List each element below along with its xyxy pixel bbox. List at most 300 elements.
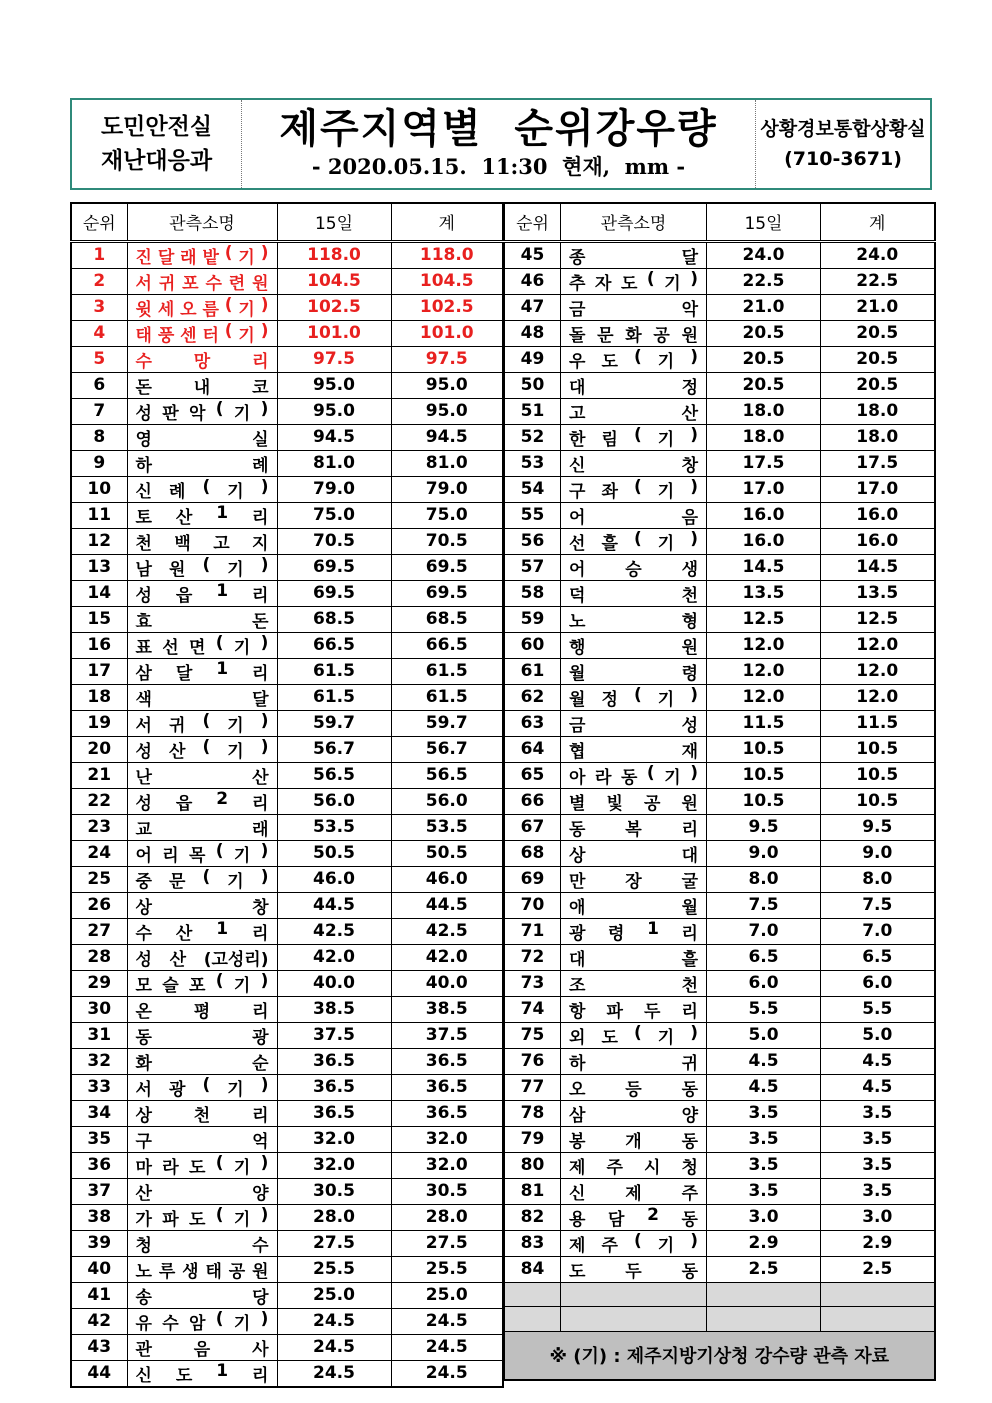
rank-cell: 50	[505, 372, 561, 398]
station-name: 성 읍 1 리	[135, 580, 269, 606]
rank-cell: 41	[71, 1282, 127, 1308]
table-row	[505, 1126, 935, 1152]
rank-cell: 7	[71, 398, 127, 424]
day-rainfall-cell: 3.5	[707, 1152, 821, 1178]
station-name: 덕 천	[569, 585, 698, 606]
table-row	[71, 1230, 503, 1256]
station-name-cell	[561, 606, 707, 632]
day-rainfall-cell: 3.5	[707, 1100, 821, 1126]
total-rainfall-cell: 42.0	[391, 944, 503, 970]
rank-cell: 51	[505, 398, 561, 424]
station-name-cell	[561, 1022, 707, 1048]
table-row	[71, 320, 503, 346]
table-row	[71, 1048, 503, 1074]
total-rainfall-cell: 97.5	[391, 346, 503, 372]
rank-cell: 5	[71, 346, 127, 372]
total-rainfall-cell: 20.5	[821, 320, 935, 346]
day-rainfall-cell: 79.0	[277, 476, 391, 502]
total-rainfall-cell: 5.5	[821, 996, 935, 1022]
total-rainfall-cell: 56.0	[391, 788, 503, 814]
col-station-header: 관측소명	[561, 203, 707, 241]
total-rainfall-cell: 12.0	[821, 632, 935, 658]
day-rainfall-cell: 27.5	[277, 1230, 391, 1256]
rank-cell: 69	[505, 866, 561, 892]
table-row	[505, 580, 935, 606]
station-name-cell	[127, 892, 277, 918]
total-rainfall-cell: 8.0	[821, 866, 935, 892]
rank-cell: 2	[71, 268, 127, 294]
station-name-cell	[127, 866, 277, 892]
day-rainfall-cell: 20.5	[707, 346, 821, 372]
day-rainfall-cell: 46.0	[277, 866, 391, 892]
table-row	[505, 1022, 935, 1048]
rank-cell: 30	[71, 996, 127, 1022]
rank-cell: 47	[505, 294, 561, 320]
day-rainfall-cell: 25.5	[277, 1256, 391, 1282]
total-rainfall-cell: 3.5	[821, 1126, 935, 1152]
station-name: 금 성	[569, 715, 698, 736]
rank-cell: 73	[505, 970, 561, 996]
total-rainfall-cell: 53.5	[391, 814, 503, 840]
station-name-cell	[127, 1178, 277, 1204]
day-rainfall-cell: 3.5	[707, 1178, 821, 1204]
station-name: 어 리 목 ( 기 )	[135, 840, 269, 866]
blank-cell	[707, 1307, 821, 1332]
rank-cell: 52	[505, 424, 561, 450]
table-row	[71, 241, 503, 268]
day-rainfall-cell: 32.0	[277, 1152, 391, 1178]
station-name: 화 순	[135, 1053, 269, 1074]
day-rainfall-cell: 18.0	[707, 424, 821, 450]
total-rainfall-cell: 14.5	[821, 554, 935, 580]
table-row	[71, 1074, 503, 1100]
blank-row	[505, 1307, 935, 1332]
rank-cell: 61	[505, 658, 561, 684]
station-name: 난 산	[135, 767, 269, 788]
rank-cell: 22	[71, 788, 127, 814]
total-rainfall-cell: 10.5	[821, 736, 935, 762]
day-rainfall-cell: 30.5	[277, 1178, 391, 1204]
table-row	[71, 1204, 503, 1230]
station-name: 우 도 ( 기 )	[569, 346, 698, 372]
rank-cell: 14	[71, 580, 127, 606]
station-name: 서 광 ( 기 )	[135, 1074, 269, 1100]
table-row	[505, 1074, 935, 1100]
station-name: 삼 달 1 리	[135, 658, 269, 684]
table-row	[71, 1308, 503, 1334]
station-name-cell	[561, 710, 707, 736]
rank-cell: 48	[505, 320, 561, 346]
station-name: 가 파 도 ( 기 )	[135, 1204, 269, 1230]
title-box	[242, 100, 756, 188]
station-name-cell	[561, 788, 707, 814]
station-name: 노 루 생 태 공 원	[135, 1261, 269, 1282]
day-rainfall-cell: 24.0	[707, 241, 821, 268]
rank-cell: 24	[71, 840, 127, 866]
rank-cell: 66	[505, 788, 561, 814]
rank-cell: 27	[71, 918, 127, 944]
station-name-cell	[561, 1100, 707, 1126]
day-rainfall-cell: 18.0	[707, 398, 821, 424]
total-rainfall-cell: 59.7	[391, 710, 503, 736]
total-rainfall-cell: 3.5	[821, 1152, 935, 1178]
station-name-cell	[561, 944, 707, 970]
day-rainfall-cell: 24.5	[277, 1308, 391, 1334]
total-rainfall-cell: 2.5	[821, 1256, 935, 1282]
col-rank-header: 순위	[71, 203, 127, 241]
station-name: 영 실	[135, 429, 269, 450]
table-row	[505, 398, 935, 424]
day-rainfall-cell: 3.5	[707, 1126, 821, 1152]
col-total-header: 계	[821, 203, 935, 241]
table-row	[71, 866, 503, 892]
total-rainfall-cell: 70.5	[391, 528, 503, 554]
total-rainfall-cell: 61.5	[391, 658, 503, 684]
blank-row	[505, 1282, 935, 1307]
table-row	[505, 1100, 935, 1126]
day-rainfall-cell: 75.0	[277, 502, 391, 528]
total-rainfall-cell: 61.5	[391, 684, 503, 710]
total-rainfall-cell: 79.0	[391, 476, 503, 502]
station-name-cell	[127, 736, 277, 762]
rank-cell: 20	[71, 736, 127, 762]
rank-cell: 68	[505, 840, 561, 866]
station-name: 하 귀	[569, 1053, 698, 1074]
day-rainfall-cell: 95.0	[277, 372, 391, 398]
total-rainfall-cell: 36.5	[391, 1074, 503, 1100]
station-name: 상 창	[135, 897, 269, 918]
station-name: 윗 세 오 름 ( 기 )	[135, 294, 269, 320]
station-name: 교 래	[135, 819, 269, 840]
table-row	[71, 1360, 503, 1387]
blank-cell	[561, 1282, 707, 1307]
rank-cell: 54	[505, 476, 561, 502]
station-name: 효 돈	[135, 611, 269, 632]
total-rainfall-cell: 12.5	[821, 606, 935, 632]
table-row	[505, 372, 935, 398]
total-rainfall-cell: 5.0	[821, 1022, 935, 1048]
station-name: 성 산 ( 기 )	[135, 736, 269, 762]
total-rainfall-cell: 7.0	[821, 918, 935, 944]
total-rainfall-cell: 28.0	[391, 1204, 503, 1230]
day-rainfall-cell: 56.7	[277, 736, 391, 762]
table-header-row	[71, 203, 503, 241]
table-row	[71, 1178, 503, 1204]
day-rainfall-cell: 10.5	[707, 736, 821, 762]
table-row	[71, 1334, 503, 1360]
station-name: 구 좌 ( 기 )	[569, 476, 698, 502]
station-name-cell	[561, 866, 707, 892]
day-rainfall-cell: 9.0	[707, 840, 821, 866]
day-rainfall-cell: 7.5	[707, 892, 821, 918]
total-rainfall-cell: 24.5	[391, 1334, 503, 1360]
total-rainfall-cell: 12.0	[821, 658, 935, 684]
day-rainfall-cell: 12.5	[707, 606, 821, 632]
blank-cell	[707, 1282, 821, 1307]
rank-cell: 40	[71, 1256, 127, 1282]
table-row	[71, 606, 503, 632]
day-rainfall-cell: 2.9	[707, 1230, 821, 1256]
station-name-cell	[561, 632, 707, 658]
table-row	[505, 476, 935, 502]
table-row	[505, 554, 935, 580]
day-rainfall-cell: 10.5	[707, 762, 821, 788]
table-row	[71, 268, 503, 294]
day-rainfall-cell: 66.5	[277, 632, 391, 658]
day-rainfall-cell: 61.5	[277, 684, 391, 710]
rank-cell: 13	[71, 554, 127, 580]
department-box	[72, 100, 242, 188]
station-name-cell	[561, 762, 707, 788]
station-name-cell	[561, 840, 707, 866]
station-name: 청 수	[135, 1235, 269, 1256]
rank-cell: 36	[71, 1152, 127, 1178]
rank-cell: 49	[505, 346, 561, 372]
rank-cell: 26	[71, 892, 127, 918]
total-rainfall-cell: 18.0	[821, 424, 935, 450]
total-rainfall-cell: 18.0	[821, 398, 935, 424]
station-name-cell	[561, 1152, 707, 1178]
day-rainfall-cell: 97.5	[277, 346, 391, 372]
station-name: 신 도 1 리	[135, 1360, 269, 1386]
total-rainfall-cell: 9.5	[821, 814, 935, 840]
table-row	[71, 1022, 503, 1048]
station-name: 토 산 1 리	[135, 502, 269, 528]
station-name-cell	[127, 1048, 277, 1074]
station-name-cell	[561, 580, 707, 606]
station-name: 표 선 면 ( 기 )	[135, 632, 269, 658]
table-row	[505, 892, 935, 918]
station-name: 신 창	[569, 455, 698, 476]
rank-cell: 82	[505, 1204, 561, 1230]
rank-cell: 56	[505, 528, 561, 554]
day-rainfall-cell: 36.5	[277, 1100, 391, 1126]
total-rainfall-cell: 17.5	[821, 450, 935, 476]
station-name-cell	[561, 736, 707, 762]
rank-cell: 43	[71, 1334, 127, 1360]
station-name-cell	[127, 996, 277, 1022]
total-rainfall-cell: 4.5	[821, 1048, 935, 1074]
rank-cell: 16	[71, 632, 127, 658]
station-name-cell	[127, 1022, 277, 1048]
day-rainfall-cell: 12.0	[707, 684, 821, 710]
day-rainfall-cell: 42.5	[277, 918, 391, 944]
report-subtitle: - 2020.05.15. 11:30 현재, mm -	[311, 154, 686, 179]
day-rainfall-cell: 68.5	[277, 606, 391, 632]
day-rainfall-cell: 53.5	[277, 814, 391, 840]
rank-cell: 55	[505, 502, 561, 528]
total-rainfall-cell: 56.5	[391, 762, 503, 788]
total-rainfall-cell: 50.5	[391, 840, 503, 866]
rank-cell: 32	[71, 1048, 127, 1074]
day-rainfall-cell: 5.5	[707, 996, 821, 1022]
station-name-cell	[127, 268, 277, 294]
station-name-cell	[561, 450, 707, 476]
day-rainfall-cell: 14.5	[707, 554, 821, 580]
station-name: 온 평 리	[135, 1001, 269, 1022]
station-name-cell	[561, 268, 707, 294]
total-rainfall-cell: 10.5	[821, 762, 935, 788]
station-name-cell	[561, 658, 707, 684]
station-name-cell	[127, 294, 277, 320]
rank-cell: 1	[71, 241, 127, 268]
table-row	[505, 320, 935, 346]
station-name-cell	[561, 1178, 707, 1204]
station-name-cell	[127, 918, 277, 944]
rank-cell: 75	[505, 1022, 561, 1048]
station-name: 광 령 1 리	[569, 918, 698, 944]
day-rainfall-cell: 42.0	[277, 944, 391, 970]
rank-cell: 29	[71, 970, 127, 996]
total-rainfall-cell: 30.5	[391, 1178, 503, 1204]
table-row	[71, 1152, 503, 1178]
total-rainfall-cell: 44.5	[391, 892, 503, 918]
day-rainfall-cell: 95.0	[277, 398, 391, 424]
station-name: 산 양	[135, 1183, 269, 1204]
station-name: 항 파 두 리	[569, 1001, 698, 1022]
station-name: 돌 문 화 공 원	[569, 325, 698, 346]
station-name: 월 령	[569, 663, 698, 684]
station-name-cell	[561, 424, 707, 450]
table-row	[505, 918, 935, 944]
table-row	[505, 658, 935, 684]
day-rainfall-cell: 24.5	[277, 1360, 391, 1387]
rank-cell: 23	[71, 814, 127, 840]
table-row	[505, 294, 935, 320]
total-rainfall-cell: 25.0	[391, 1282, 503, 1308]
rank-cell: 63	[505, 710, 561, 736]
station-name: 종 달	[569, 247, 698, 268]
office-phone: (710-3671)	[784, 148, 902, 170]
station-name-cell	[127, 1230, 277, 1256]
day-rainfall-cell: 5.0	[707, 1022, 821, 1048]
station-name-cell	[127, 1126, 277, 1152]
rank-cell: 77	[505, 1074, 561, 1100]
day-rainfall-cell: 4.5	[707, 1074, 821, 1100]
rank-cell: 38	[71, 1204, 127, 1230]
station-name-cell	[561, 814, 707, 840]
station-name-cell	[127, 554, 277, 580]
day-rainfall-cell: 6.5	[707, 944, 821, 970]
station-name-cell	[561, 346, 707, 372]
station-name-cell	[561, 372, 707, 398]
report-header	[70, 98, 932, 190]
table-row	[71, 502, 503, 528]
rank-cell: 15	[71, 606, 127, 632]
rank-cell: 12	[71, 528, 127, 554]
total-rainfall-cell: 32.0	[391, 1152, 503, 1178]
total-rainfall-cell: 13.5	[821, 580, 935, 606]
station-name: 남 원 ( 기 )	[135, 554, 269, 580]
department-line-1: 도민안전실	[100, 114, 213, 140]
rank-cell: 11	[71, 502, 127, 528]
table-row	[505, 1152, 935, 1178]
station-name-cell	[127, 944, 277, 970]
day-rainfall-cell: 12.0	[707, 632, 821, 658]
station-name: 어 음	[569, 507, 698, 528]
total-rainfall-cell: 20.5	[821, 372, 935, 398]
rank-cell: 64	[505, 736, 561, 762]
station-name-cell	[127, 684, 277, 710]
station-name-cell	[561, 1204, 707, 1230]
total-rainfall-cell: 94.5	[391, 424, 503, 450]
total-rainfall-cell: 9.0	[821, 840, 935, 866]
station-name-cell	[561, 241, 707, 268]
rank-cell: 31	[71, 1022, 127, 1048]
day-rainfall-cell: 2.5	[707, 1256, 821, 1282]
station-name: 상 대	[569, 845, 698, 866]
total-rainfall-cell: 21.0	[821, 294, 935, 320]
station-name: 만 장 굴	[569, 871, 698, 892]
rank-cell: 59	[505, 606, 561, 632]
station-name: 한 림 ( 기 )	[569, 424, 698, 450]
station-name: 천 백 고 지	[135, 533, 269, 554]
station-name: 대 흘	[569, 949, 698, 970]
rank-cell: 72	[505, 944, 561, 970]
station-name: 성 읍 2 리	[135, 788, 269, 814]
table-row	[505, 606, 935, 632]
rank-cell: 18	[71, 684, 127, 710]
station-name-cell	[127, 424, 277, 450]
station-name-cell	[561, 1230, 707, 1256]
table-row	[71, 528, 503, 554]
table-row	[505, 632, 935, 658]
table-row	[71, 476, 503, 502]
table-row	[71, 996, 503, 1022]
total-rainfall-cell: 75.0	[391, 502, 503, 528]
total-rainfall-cell: 27.5	[391, 1230, 503, 1256]
station-name: 신 제 주	[569, 1183, 698, 1204]
table-row	[505, 788, 935, 814]
table-row	[71, 840, 503, 866]
day-rainfall-cell: 25.0	[277, 1282, 391, 1308]
total-rainfall-cell: 95.0	[391, 398, 503, 424]
total-rainfall-cell: 4.5	[821, 1074, 935, 1100]
station-name-cell	[561, 1048, 707, 1074]
total-rainfall-cell: 69.5	[391, 580, 503, 606]
day-rainfall-cell: 36.5	[277, 1074, 391, 1100]
table-row	[71, 736, 503, 762]
total-rainfall-cell: 104.5	[391, 268, 503, 294]
day-rainfall-cell: 102.5	[277, 294, 391, 320]
rank-cell: 84	[505, 1256, 561, 1282]
station-name: 송 당	[135, 1287, 269, 1308]
total-rainfall-cell: 12.0	[821, 684, 935, 710]
total-rainfall-cell: 40.0	[391, 970, 503, 996]
station-name-cell	[561, 528, 707, 554]
table-row	[505, 1048, 935, 1074]
total-rainfall-cell: 68.5	[391, 606, 503, 632]
day-rainfall-cell: 16.0	[707, 528, 821, 554]
station-name-cell	[127, 632, 277, 658]
day-rainfall-cell: 32.0	[277, 1126, 391, 1152]
col-day-header: 15일	[277, 203, 391, 241]
table-row	[71, 1282, 503, 1308]
table-row	[505, 1204, 935, 1230]
station-name: 노 형	[569, 611, 698, 632]
station-name: 행 원	[569, 637, 698, 658]
rank-cell: 62	[505, 684, 561, 710]
day-rainfall-cell: 7.0	[707, 918, 821, 944]
rank-cell: 33	[71, 1074, 127, 1100]
total-rainfall-cell: 66.5	[391, 632, 503, 658]
day-rainfall-cell: 16.0	[707, 502, 821, 528]
station-name: 금 악	[569, 299, 698, 320]
station-name-cell	[127, 476, 277, 502]
station-name: 고 산	[569, 403, 698, 424]
table-row	[505, 424, 935, 450]
station-name: 서 귀 ( 기 )	[135, 710, 269, 736]
